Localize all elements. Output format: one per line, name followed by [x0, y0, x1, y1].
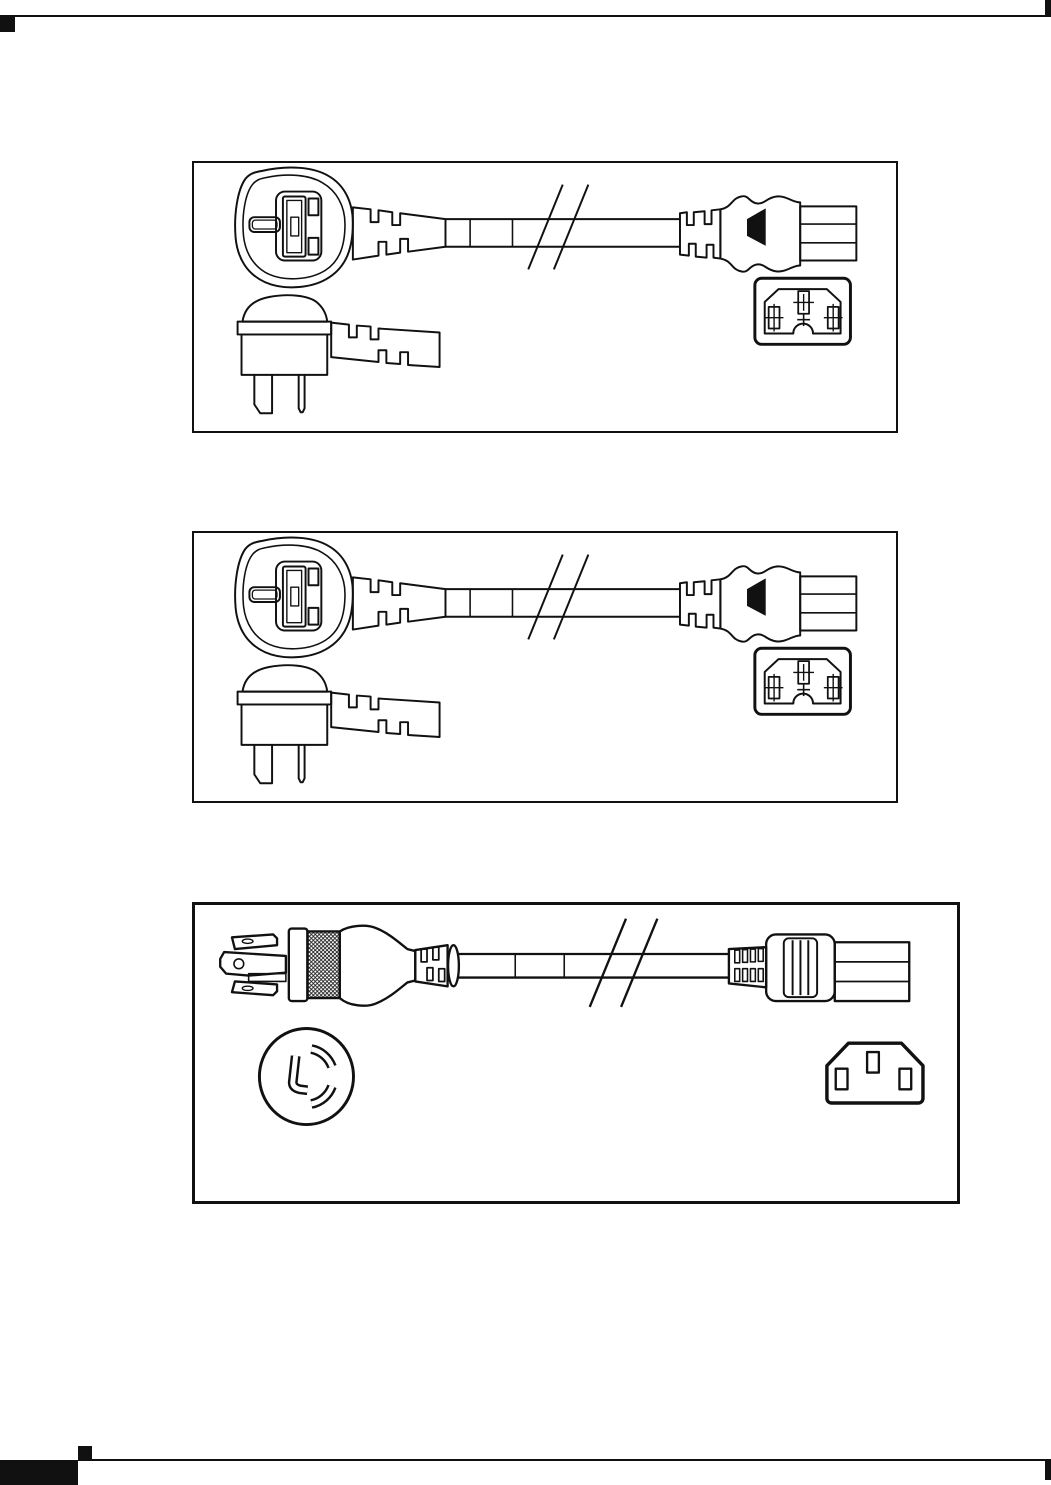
figure-3-locking-power-cord — [192, 902, 960, 1204]
footer-rule — [78, 1459, 1051, 1461]
locking-plug-power-cord-diagram-icon — [195, 905, 957, 1201]
header-edge-square — [0, 17, 15, 32]
header-rule — [0, 15, 1051, 17]
figure-2-uk-power-cord — [192, 531, 898, 803]
uk-plug-power-cord-diagram-icon — [194, 533, 896, 801]
header-corner-tick — [1045, 0, 1051, 17]
figure-1-uk-power-cord — [192, 161, 898, 433]
footer-corner-tick — [1045, 1459, 1051, 1480]
footer-edge-square — [78, 1446, 92, 1460]
footer-page-number-block — [0, 1460, 78, 1485]
uk-plug-power-cord-diagram-icon — [194, 163, 896, 431]
